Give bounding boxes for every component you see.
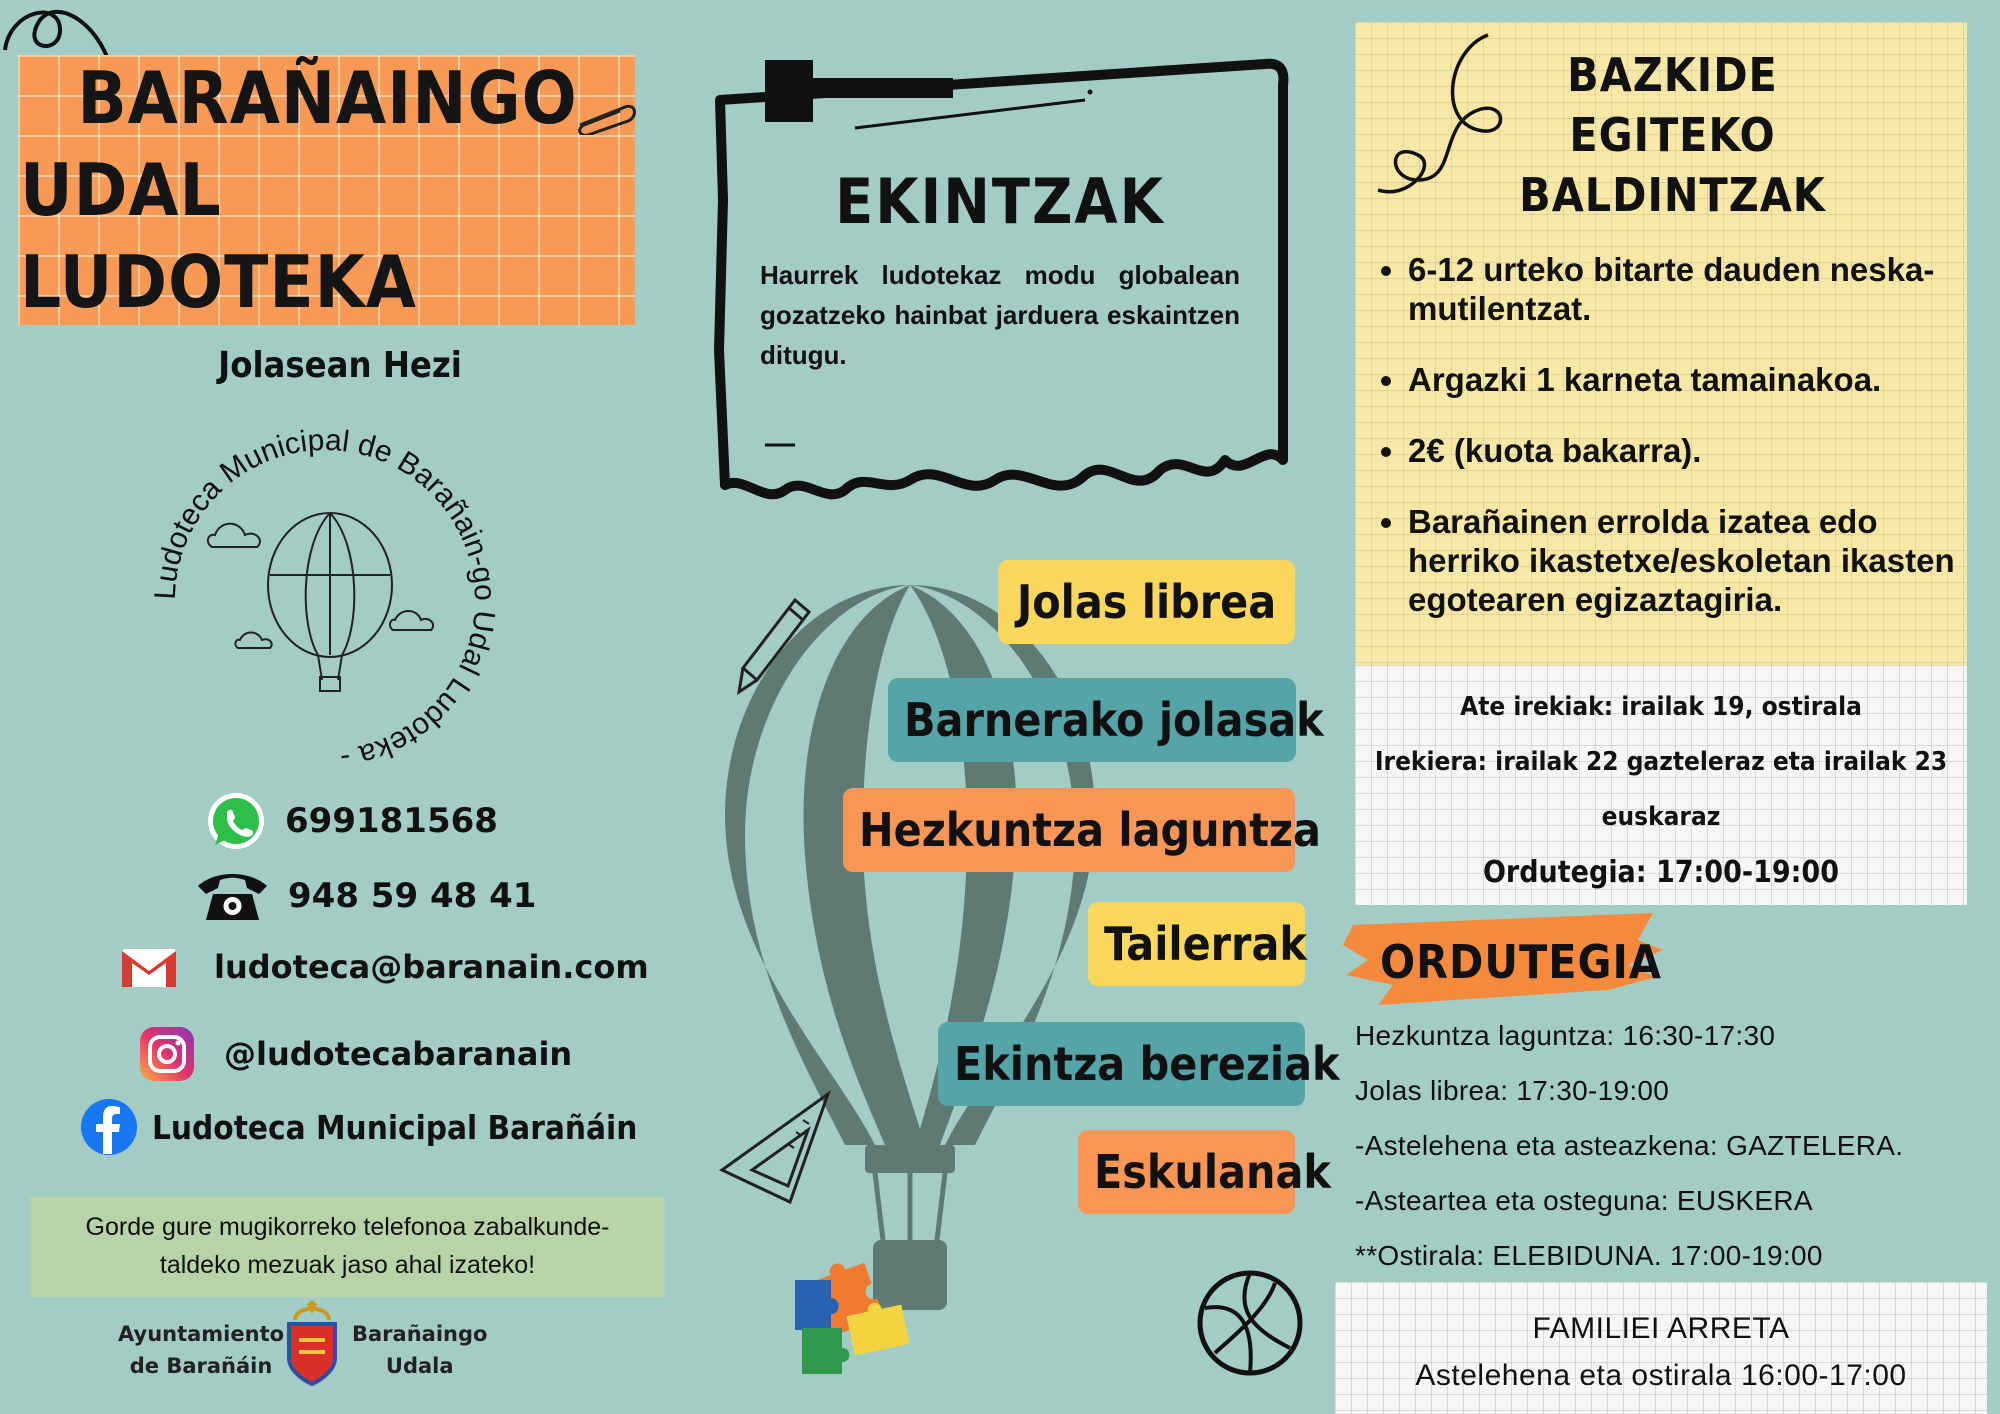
paperclip-icon [570, 95, 640, 135]
open-days-line-2: Irekiera: irailak 22 gazteleraz eta irailak 23 [1374, 747, 1948, 777]
activity-barnerako-jolasak: Barnerako jolasak [888, 678, 1296, 762]
requirement-item: • 2€ (kuota bakarra). [1408, 431, 1998, 470]
instagram-icon [138, 1025, 196, 1083]
instagram-handle: @ludotecabaranain [224, 1035, 573, 1073]
telephone-icon [195, 868, 270, 923]
gmail-icon [120, 945, 178, 989]
open-days-line-3: euskaraz [1601, 802, 1721, 832]
whatsapp-icon [205, 790, 267, 852]
families-hours: Astelehena eta ostirala 16:00-17:00 [1415, 1359, 1907, 1392]
requirements-list [1362, 250, 1998, 651]
email-address: ludoteca@baranain.com [214, 948, 649, 986]
schedule-line: **Ostirala: ELEBIDUNA. 17:00-19:00 [1355, 1240, 1823, 1271]
footer-left [118, 1318, 284, 1382]
footer-left-1: Ayuntamiento [118, 1322, 285, 1346]
footer-right [352, 1318, 487, 1382]
puzzle-icon [790, 1240, 910, 1375]
balloon-logo-icon [208, 513, 433, 691]
coat-of-arms-icon [285, 1300, 339, 1386]
phone-number: 948 59 48 41 [288, 875, 537, 916]
activity-jolas-librea: Jolas librea [998, 560, 1295, 644]
schedule-line: Jolas librea: 17:30-19:00 [1355, 1075, 1670, 1106]
requirements-title-2: EGITEKO [1569, 108, 1776, 162]
open-days-line-1: Ate irekiak: irailak 19, ostirala [1460, 692, 1862, 722]
activity-eskulanak: Eskulanak [1078, 1130, 1295, 1214]
title-block [20, 55, 635, 325]
schedule-list [1355, 1008, 1975, 1283]
requirements-title [1490, 45, 1855, 225]
families-text [1335, 1305, 1987, 1399]
ludoteca-logo [140, 415, 510, 785]
requirements-title-3: BALDINTZAK [1519, 168, 1826, 222]
open-days-text [1360, 680, 1962, 900]
open-days-line-4: Ordutegia: 17:00-19:00 [1482, 855, 1839, 890]
requirements-title-1: BAZKIDE [1567, 48, 1778, 102]
logo-ring-text: Ludoteca Municipal de Barañain-go Udal Ludoteka - [148, 423, 502, 776]
footer-right-2: Udala [385, 1354, 454, 1378]
whatsapp-number: 699181568 [285, 801, 498, 841]
volleyball-icon [1195, 1268, 1305, 1378]
facebook-contact[interactable] [80, 1098, 637, 1156]
tagline: Jolasean Hezi [218, 345, 462, 386]
activity-ekintza-bereziak: Ekintza bereziak [938, 1022, 1305, 1106]
pencil-icon [735, 592, 815, 702]
families-title: FAMILIEI ARRETA [1532, 1312, 1790, 1345]
whatsapp-contact[interactable] [205, 790, 498, 852]
facebook-icon [80, 1098, 138, 1156]
set-square-icon [718, 1090, 838, 1205]
schedule-line: -Astelehena eta asteazkena: GAZTELERA. [1355, 1130, 1904, 1161]
email-contact[interactable] [120, 945, 649, 989]
footer-left-2: de Barañáin [129, 1354, 273, 1378]
whatsapp-note [30, 1197, 665, 1297]
requirement-item: • 6-12 urteko bitarte dauden neska-mutilentzat. [1408, 250, 1998, 328]
facebook-page: Ludoteca Municipal Barañáin [152, 1107, 638, 1147]
instagram-contact[interactable] [138, 1025, 572, 1083]
activity-hezkuntza-laguntza: Hezkuntza laguntza [843, 788, 1295, 872]
note-line-2: taldeko mezuak jaso ahal izateko! [159, 1251, 536, 1279]
title-line-2: UDAL LUDOTEKA [20, 148, 417, 324]
activity-tailerrak: Tailerrak [1088, 902, 1305, 986]
schedule-line: -Asteartea eta osteguna: EUSKERA [1355, 1185, 1813, 1216]
footer-right-1: Barañaingo [352, 1322, 488, 1346]
title-line-1: BARAÑAINGO [77, 56, 578, 140]
schedule-title: ORDUTEGIA [1380, 935, 1662, 989]
phone-contact[interactable] [195, 868, 536, 923]
note-line-1: Gorde gure mugikorreko telefonoa zabalkunde- [85, 1213, 610, 1241]
requirement-item: • Argazki 1 karneta tamainakoa. [1408, 360, 1998, 399]
ekintzak-title: EKINTZAK [835, 165, 1165, 238]
schedule-line: Hezkuntza laguntza: 16:30-17:30 [1355, 1020, 1776, 1051]
requirement-item: • Barañainen errolda izatea edo herriko ikastetxe/eskoletan ikasten egotearen egizaztagiria. [1408, 502, 1998, 619]
ekintzak-text: Haurrek ludotekaz modu globalean gozatzeko hainbat jarduera eskaintzen ditugu. [760, 260, 1240, 370]
